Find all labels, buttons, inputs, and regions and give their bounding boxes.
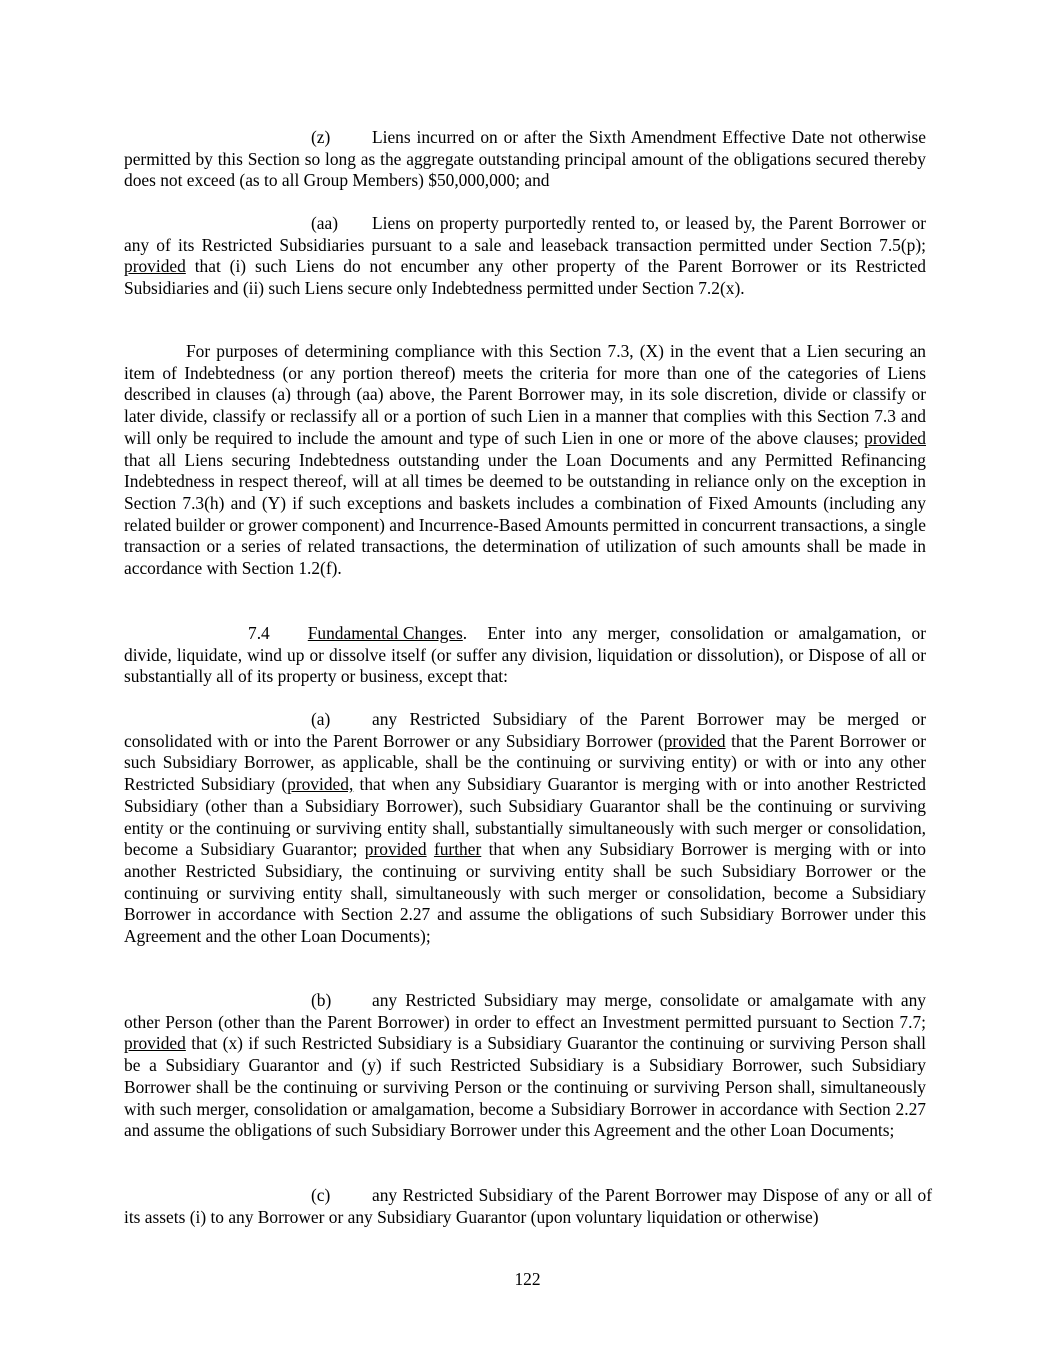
clause-a-text-4: that when any Subsidiary Borrower is merging with or into another Restricted Subsidiary, the continuing or surviving entity shall be such Subsidiary Borrower or the continuing or surviving entity shall, simultaneously with such merger or consolidation, become a Subsidiary Borrower in accordance with Section 2.27 and assume the obligations of such Subsidiary Borrower under this Agreement and the other Loan Documents); bbox=[124, 839, 926, 947]
clause-b-text-2: that (x) if such Restricted Subsidiary is a Subsidiary Guarantor the continuing or surviving Person shall be a Subsidiary Guarantor and (y) if such Restricted Subsidiary is a Subsidiary Borrower, such Subsidiary Borrower shall be the continuing or surviving Person or the continuing or surviving Person shall, simultaneously with such merger, consolidation or amalgamation, become a Subsidiary Borrower in accordance with Section 2.27 and assume the obligations of such Subsidiary Borrower under this Agreement and the other Loan Documents; bbox=[124, 1033, 926, 1141]
purposes-text-1: For purposes of determining compliance with this Section 7.3, (X) in the event that a Lien securing an item of Indebtedness (or any portion thereof) meets the criteria for more than one of the categories of Liens described in clauses (a) through (aa) above, the Parent Borrower may, in its sole discretion, divide or classify or later divide, classify or reclassify all or a portion of such Lien in a manner that complies with this Section 7.3 and will only be required to include the amount and type of such Lien in one or more of the above clauses; bbox=[124, 341, 926, 448]
page-number: 122 bbox=[514, 1269, 541, 1289]
purposes-paragraph bbox=[124, 341, 926, 580]
section-7-4 bbox=[124, 623, 931, 688]
section-heading-period: . bbox=[462, 623, 468, 643]
clause-z-label: (z) bbox=[311, 127, 331, 147]
clause-c-text: any Restricted Subsidiary of the Parent Borrower may Dispose of any or all of its assets (i) to any Borrower or any Subsidiary Guarantor (upon voluntary liquidation or otherwise) bbox=[124, 1185, 932, 1227]
clause-b-label: (b) bbox=[311, 990, 332, 1010]
clause-c-label: (c) bbox=[311, 1185, 331, 1205]
clause-aa-label: (aa) bbox=[311, 213, 339, 233]
clause-c bbox=[124, 1185, 932, 1228]
section-text: Enter into any merger, consolidation or amalgamation, or divide, liquidate, wind up or dissolve itself (or suffer any division, liquidation or dissolution), or Dispose of all or substantially all of its property or business, except that: bbox=[124, 623, 931, 687]
clause-z-text: Liens incurred on or after the Sixth Amendment Effective Date not otherwise permitted by this Section so long as the aggregate outstanding principal amount of the obligations secured thereby does not exceed (as to all Group Members) $50,000,000; and bbox=[124, 127, 926, 191]
clause-a-text-3: that when any Subsidiary Guarantor is merging with or into another Restricted Subsidiary (other than a Subsidiary Borrower), such Subsidiary Guarantor shall be the continuing or surviving entity or the continuing or surviving entity shall, substantially simultaneously with such merger or consolidation, become a Subsidiary Guarantor; bbox=[124, 774, 926, 860]
clause-z bbox=[124, 127, 926, 192]
clause-a-provided-2: provided, bbox=[287, 774, 354, 795]
clause-aa-provided: provided bbox=[124, 256, 186, 277]
clause-a-label: (a) bbox=[311, 709, 331, 729]
clause-b-provided: provided bbox=[124, 1033, 186, 1054]
clause-aa bbox=[124, 213, 926, 300]
section-number: 7.4 bbox=[248, 623, 270, 643]
clause-b bbox=[124, 990, 926, 1142]
clause-a-text-2: that the Parent Borrower or such Subsidiary Borrower, as applicable, shall be the continuing or surviving entity) or with or into any other Restricted Subsidiary ( bbox=[124, 730, 926, 795]
clause-a-provided-3: provided bbox=[364, 839, 427, 860]
clause-aa-text-1: Liens on property purportedly rented to, or leased by, the Parent Borrower or any of its Restricted Subsidiaries pursuant to a sale and leaseback transaction permitted under Section 7.5(p); bbox=[124, 213, 926, 255]
section-heading: Fundamental Changes bbox=[307, 623, 463, 643]
clause-a-further: further bbox=[433, 839, 482, 860]
clause-b-text-1: any Restricted Subsidiary may merge, consolidate or amalgamate with any other Person (other than the Parent Borrower) in order to effect an Investment permitted pursuant to Section 7.7; bbox=[124, 990, 926, 1032]
purposes-text-2: that all Liens securing Indebtedness outstanding under the Loan Documents and any Permitted Refinancing Indebtedness in respect thereof, will at all times be deemed to be outstanding in reliance only on the exception in Section 7.3(h) and (Y) if such exceptions and baskets includes a combination of Fixed Amounts (including any related builder or grower component) and Incurrence-Based Amounts permitted in concurrent transactions, a single transaction or a series of related transactions, the determination of utilization of such amounts shall be made in accordance with Section 1.2(f). bbox=[124, 449, 926, 579]
clause-aa-text-2: that (i) such Liens do not encumber any other property of the Parent Borrower or its Restricted Subsidiaries and (ii) such Liens secure only Indebtedness permitted under Section 7.2(x). bbox=[124, 256, 926, 299]
clause-a-provided-1: provided bbox=[663, 730, 726, 751]
purposes-provided: provided bbox=[864, 427, 926, 448]
clause-a bbox=[124, 709, 926, 948]
clause-a-text-1: any Restricted Subsidiary of the Parent Borrower may be merged or consolidated with or into the Parent Borrower or any Subsidiary Borrower ( bbox=[124, 709, 926, 751]
